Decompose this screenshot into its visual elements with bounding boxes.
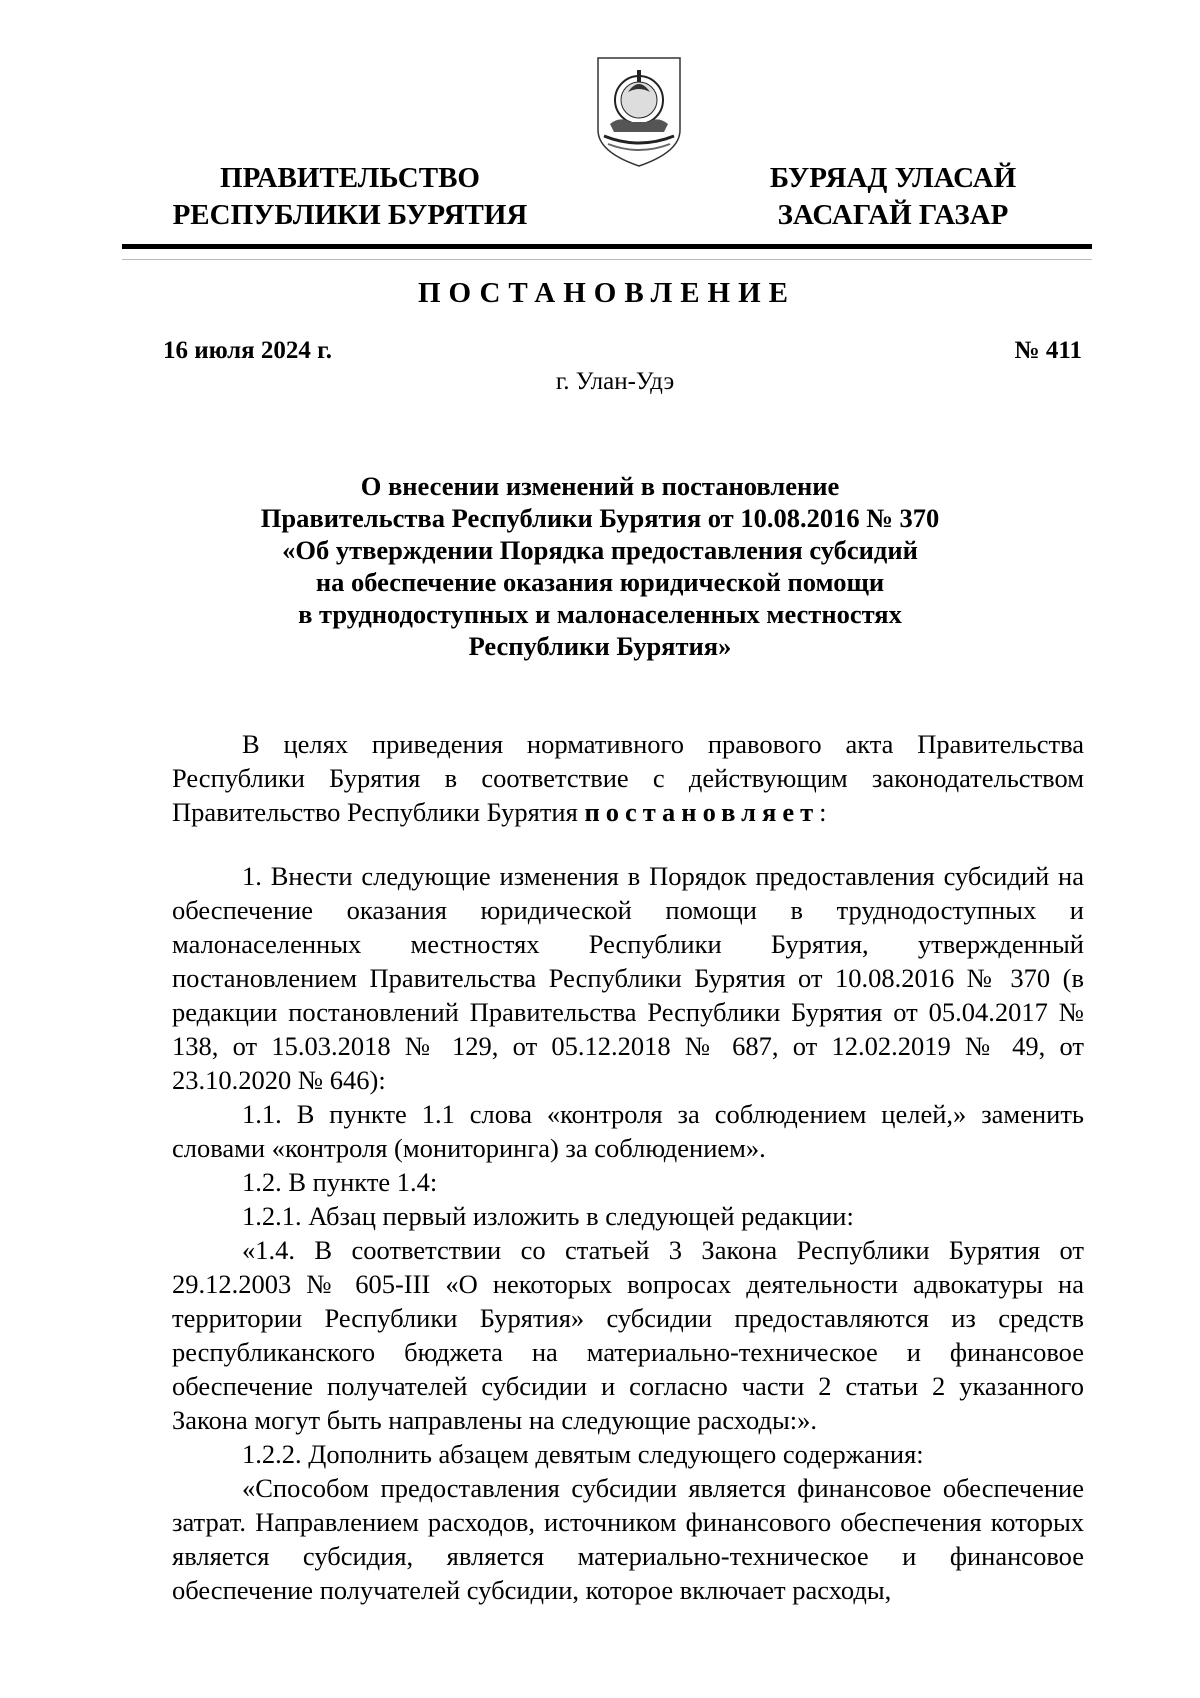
preamble-paragraph xyxy=(172,727,1084,829)
header-left-line2: РЕСПУБЛИКИ БУРЯТИЯ xyxy=(172,199,528,231)
title-line: в труднодоступных и малонаселенных местностях xyxy=(298,599,902,629)
preamble-keyword: постановляет xyxy=(584,797,820,827)
body-paragraph: «1.4. В соответствии со статьей 3 Закона Республики Бурятия от 29.12.2003 № 605-III «О некоторых вопросах деятельности адвокатуры на территории Республики Бурятия» субсидии предоставляются из средств республиканского бюджета на материально-техническое и финансовое обеспечение получателей субсидии и согласно части 2 статьи 2 указанного Закона могут быть направлены на следующие расходы:». xyxy=(172,1235,1084,1435)
government-name-buryat xyxy=(738,160,1048,234)
header-left-line1: ПРАВИТЕЛЬСТВО xyxy=(220,162,480,194)
title-line: Республики Бурятия» xyxy=(468,631,732,661)
title-line: Правительства Республики Бурятия от 10.08.2016 № 370 xyxy=(260,503,940,533)
document-city: г. Улан-Удэ xyxy=(555,368,675,395)
document-body xyxy=(172,727,1084,1607)
preamble-text: В целях приведения нормативного правового акта Правительства Республики Бурятия в соответствие с действующим законодательством Правительство Республики Бурятия xyxy=(172,729,1084,827)
government-name-russian xyxy=(150,160,550,234)
body-paragraph: 1.2.1. Абзац первый изложить в следующей редакции: xyxy=(242,1201,854,1231)
document-number: № 411 xyxy=(1014,337,1082,364)
document-title xyxy=(150,470,1050,662)
body-paragraph: «Способом предоставления субсидии является финансовое обеспечение затрат. Направлением расходов, источником финансового обеспечения которых является субсидия, является материально-техническое и финансовое обеспечение получателей субсидии, которое включает расходы, xyxy=(172,1473,1084,1605)
header-right-line2: ЗАСАГАЙ ГАЗАР xyxy=(777,199,1009,231)
title-line: на обеспечение оказания юридической помощи xyxy=(315,567,885,597)
document-type: ПОСТАНОВЛЕНИЕ xyxy=(417,277,796,309)
title-line: «Об утверждении Порядка предоставления субсидий xyxy=(282,535,918,565)
body-paragraph: 1.2. В пункте 1.4: xyxy=(242,1167,438,1197)
body-paragraph: 1.2.2. Дополнить абзацем девятым следующего содержания: xyxy=(242,1439,924,1469)
header-right-line1: БУРЯАД УЛАСАЙ xyxy=(769,162,1017,194)
coat-of-arms-icon xyxy=(590,52,688,172)
header-divider-thick xyxy=(122,244,1092,249)
body-paragraph: 1. Внести следующие изменения в Порядок предоставления субсидий на обеспечение оказания юридической помощи в труднодоступных и малонаселенных местностях Республики Бурятия, утвержденный постановлением Правительства Республики Бурятия от 10.08.2016 № 370 (в редакции постановлений Правительства Республики Бурятия от 05.04.2017 № 138, от 15.03.2018 № 129, от 05.12.2018 № 687, от 12.02.2019 № 49, от 23.10.2020 № 646): xyxy=(172,861,1084,1095)
title-line: О внесении изменений в постановление xyxy=(360,471,840,501)
body-paragraph: 1.1. В пункте 1.1 слова «контроля за соблюдением целей,» заменить словами «контроля (мониторинга) за соблюдением». xyxy=(172,1099,1084,1163)
document-date: 16 июля 2024 г. xyxy=(163,337,332,364)
header-divider-thin xyxy=(122,259,1092,260)
preamble-tail: : xyxy=(819,797,827,827)
